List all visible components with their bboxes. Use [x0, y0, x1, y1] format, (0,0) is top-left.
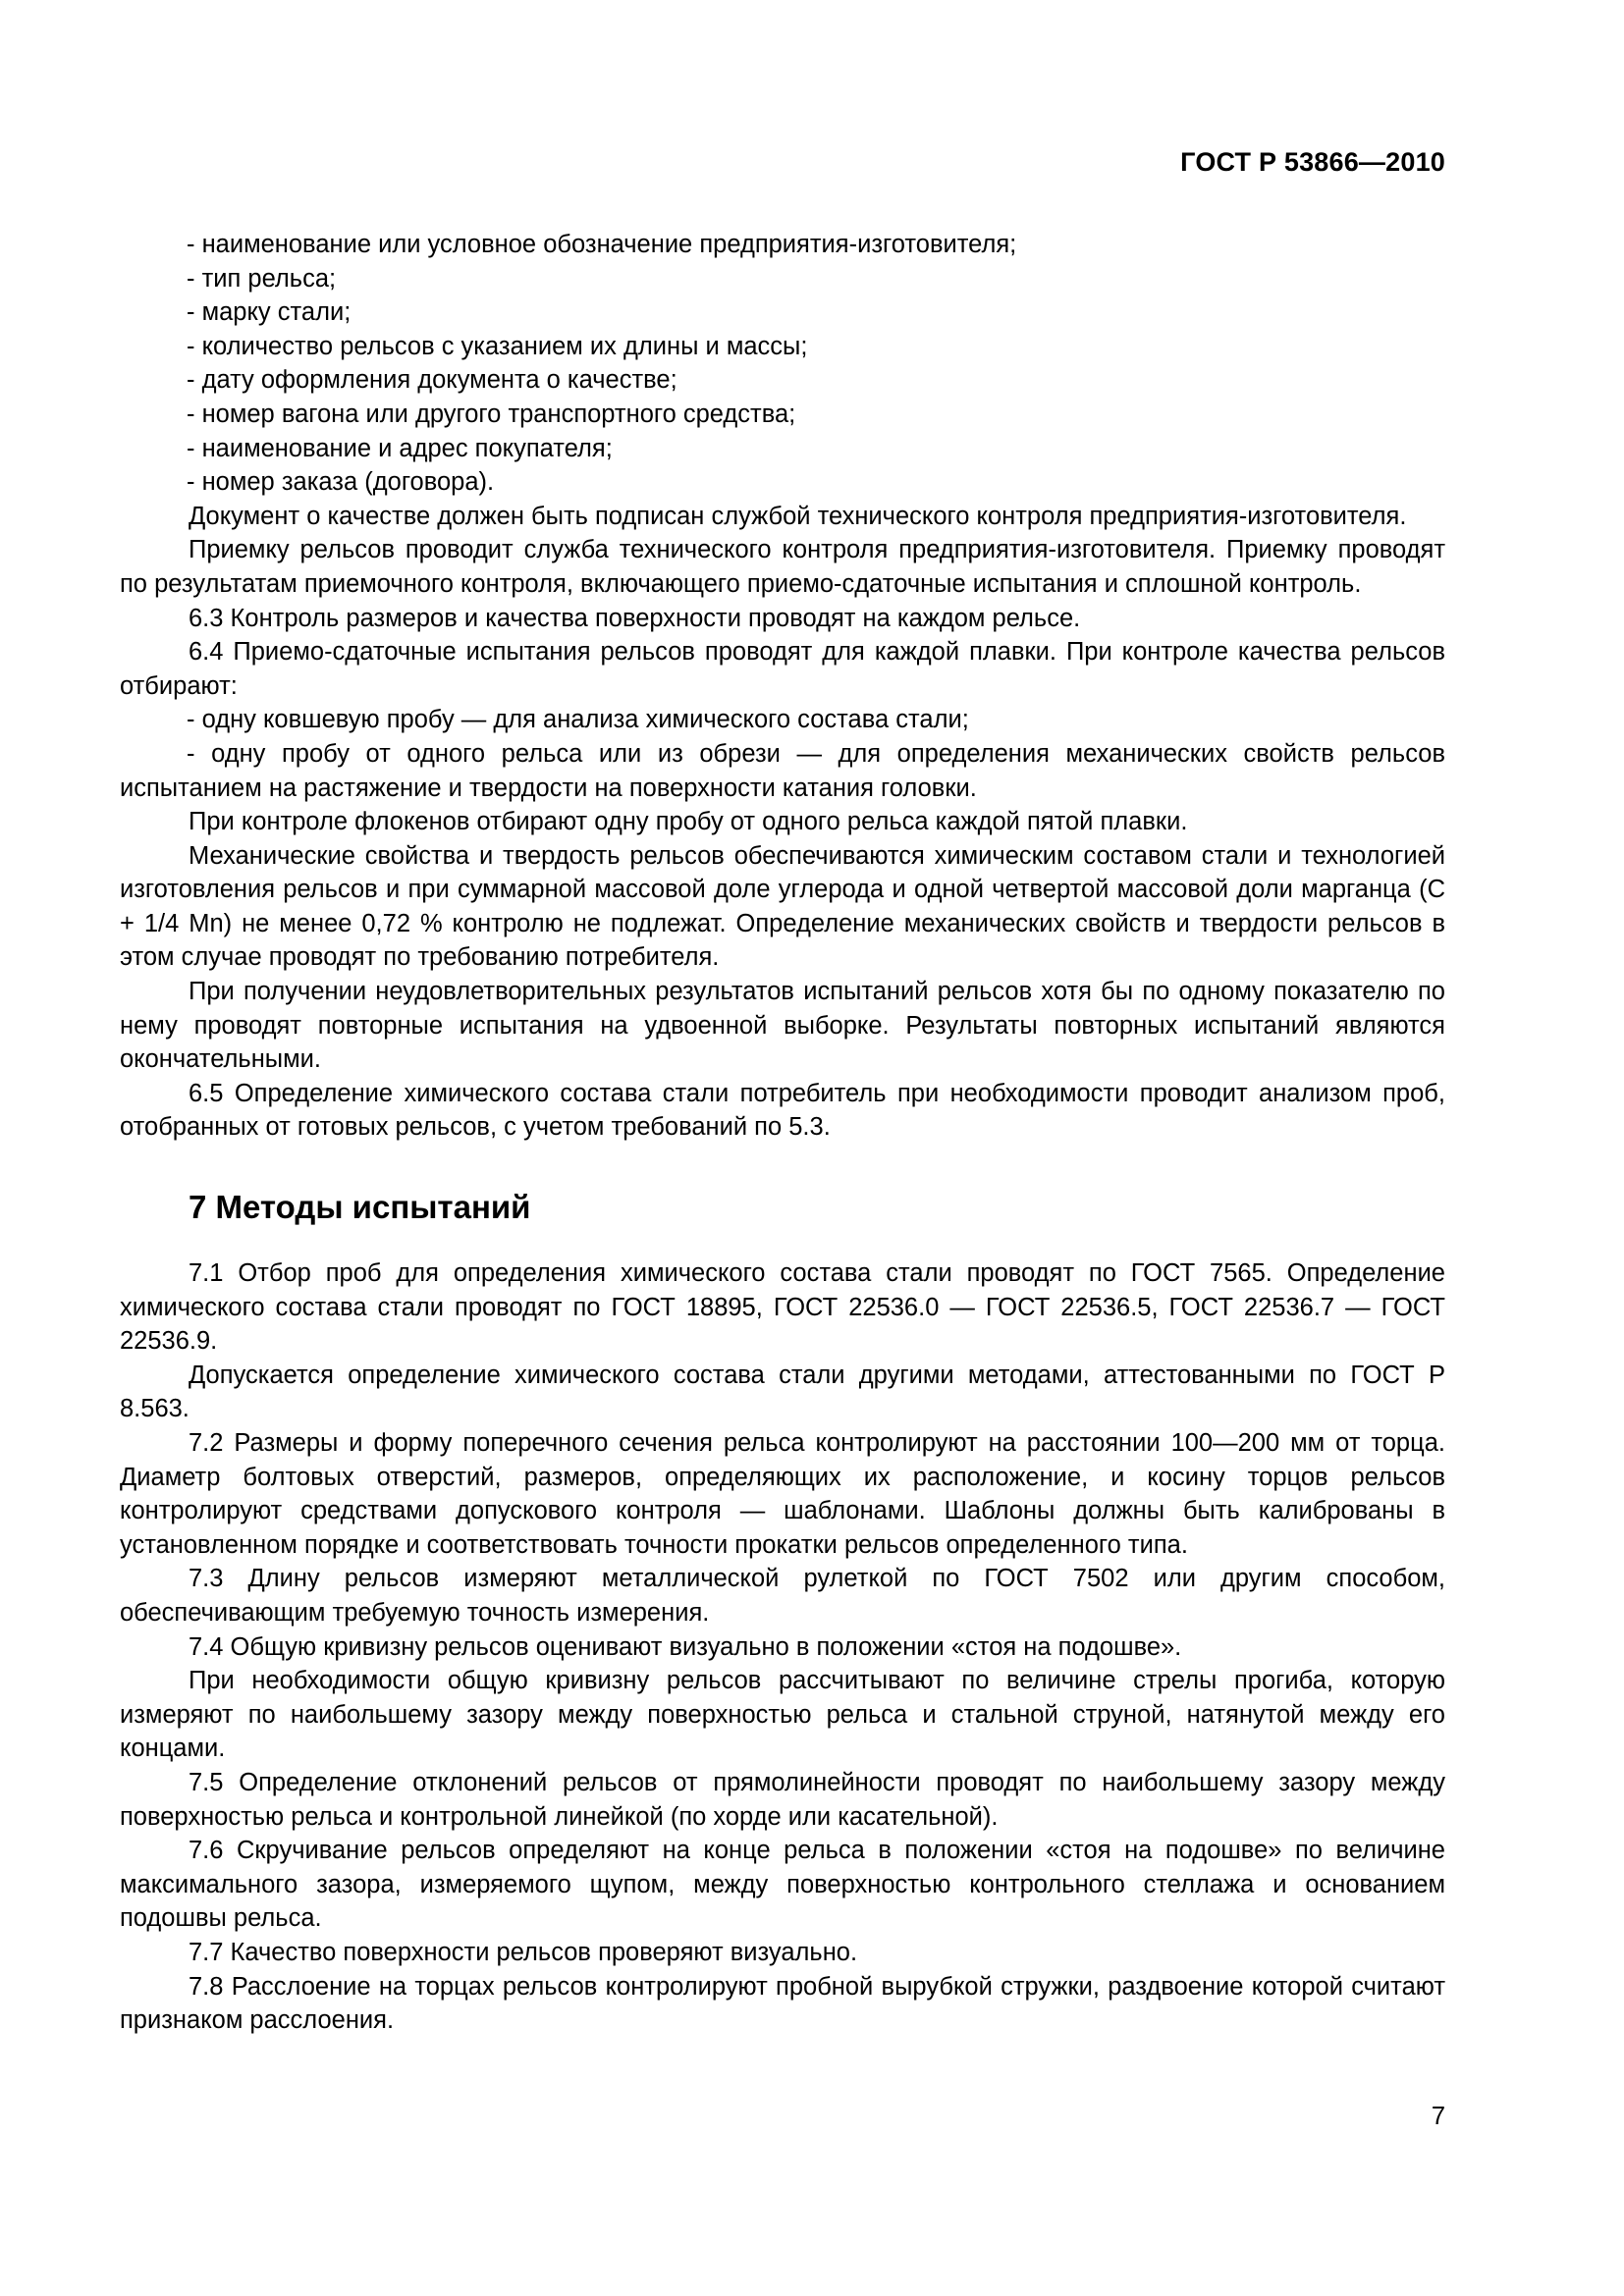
- paragraph: Документ о качестве должен быть подписан службой технического контроля предприятия-изготовителя.: [189, 502, 1407, 530]
- section-6-paragraphs: [120, 500, 1445, 1145]
- paragraph: 7.5 Определение отклонений рельсов от прямолинейности проводят по наибольшему зазору между поверхностью рельса и контрольной линейкой (по хорде или касательной).: [120, 1768, 1445, 1831]
- paragraph: 6.5 Определение химического состава стали потребитель при необходимости проводит анализом проб, отобранных от готовых рельсов, с учетом требований по 5.3.: [120, 1079, 1445, 1142]
- section-heading: 7 Методы испытаний: [189, 1189, 531, 1226]
- paragraph: Приемку рельсов проводит служба технического контроля предприятия-изготовителя. Приемку проводят по результатам приемочного контроля, включающего приемо-сдаточные испытания и сплошной контроль.: [120, 536, 1445, 598]
- paragraph: 7.7 Качество поверхности рельсов проверяют визуально.: [189, 1938, 858, 1966]
- paragraph: - одну ковшевую пробу — для анализа химического состава стали;: [187, 706, 969, 734]
- paragraph: Механические свойства и твердость рельсов обеспечиваются химическим составом стали и технологией изготовления рельсов и при суммарной массовой доле углерода и одной четвертой массовой доли марганца (C + 1/4 Mn) не менее 0,72 % контролю не подлежат. Определение механических свойств и твердости рельсов в этом случае проводят по требованию потребителя.: [120, 841, 1445, 972]
- paragraph: - одну пробу от одного рельса или из обрези — для определения механических свойств рельсов испытанием на растяжение и твердости на поверхности катания головки.: [120, 739, 1445, 802]
- paragraph: При получении неудовлетворительных результатов испытаний рельсов хотя бы по одному показателю по нему проводят повторные испытания на удвоенной выборке. Результаты повторных испытаний являются окончательными.: [120, 978, 1445, 1074]
- paragraph: При контроле флокенов отбирают одну пробу от одного рельса каждой пятой плавки.: [189, 808, 1188, 836]
- document-code-header: ГОСТ Р 53866—2010: [1180, 147, 1445, 177]
- list-item: - дату оформления документа о качестве;: [187, 366, 677, 395]
- page-number: 7: [1431, 2103, 1445, 2130]
- list-item: - наименование и адрес покупателя;: [187, 434, 613, 462]
- list-item: - наименование или условное обозначение предприятия-изготовителя;: [187, 231, 1017, 258]
- list-item: - номер вагона или другого транспортного средства;: [187, 400, 796, 428]
- paragraph: 7.6 Скручивание рельсов определяют на конце рельса в положении «стоя на подошве» по величине максимального зазора, измеряемого щупом, между поверхностью контрольного стеллажа и основанием подошвы рельса.: [120, 1837, 1445, 1933]
- paragraph: 7.8 Расслоение на торцах рельсов контролируют пробной вырубкой стружки, раздвоение которой считают признаком расслоения.: [120, 1972, 1445, 2035]
- paragraph: 6.4 Приемо-сдаточные испытания рельсов проводят для каждой плавки. При контроле качества рельсов отбирают:: [120, 638, 1445, 700]
- section-7-paragraphs: [120, 1256, 1445, 2038]
- paragraph: 7.2 Размеры и форму поперечного сечения рельса контролируют на расстоянии 100—200 мм от торца. Диаметр болтовых отверстий, размеров, определяющих их расположение, и косину торцов рельсов контролируют средствами допускового контроля — шаблонами. Шаблоны должны быть калиброваны в установленном порядке и соответствовать точности прокатки рельсов определенного типа.: [120, 1429, 1445, 1559]
- paragraph: 7.3 Длину рельсов измеряют металлической рулеткой по ГОСТ 7502 или другим способом, обеспечивающим требуемую точность измерения.: [120, 1565, 1445, 1627]
- paragraph: 7.4 Общую кривизну рельсов оценивают визуально в положении «стоя на подошве».: [189, 1632, 1182, 1661]
- paragraph: 7.1 Отбор проб для определения химического состава стали проводят по ГОСТ 7565. Определение химического состава стали проводят по ГОСТ 18895, ГОСТ 22536.0 — ГОСТ 22536.5, ГОСТ 22536.7 — ГОСТ 22536.9.: [120, 1259, 1445, 1356]
- list-item: - марку стали;: [187, 298, 352, 327]
- list-item: - номер заказа (договора).: [187, 468, 495, 497]
- quality-document-list: [120, 228, 1445, 500]
- paragraph: 6.3 Контроль размеров и качества поверхности проводят на каждом рельсе.: [189, 604, 1081, 632]
- paragraph: Допускается определение химического состава стали другими методами, аттестованными по ГОСТ Р 8.563.: [120, 1361, 1445, 1423]
- paragraph: При необходимости общую кривизну рельсов рассчитывают по величине стрелы прогиба, которую измеряют по наибольшему зазору между поверхностью рельса и стальной струной, натянутой между его концами.: [120, 1667, 1445, 1763]
- list-item: - тип рельса;: [187, 264, 337, 293]
- list-item: - количество рельсов с указанием их длины и массы;: [187, 332, 808, 360]
- page-body: [120, 228, 1445, 2038]
